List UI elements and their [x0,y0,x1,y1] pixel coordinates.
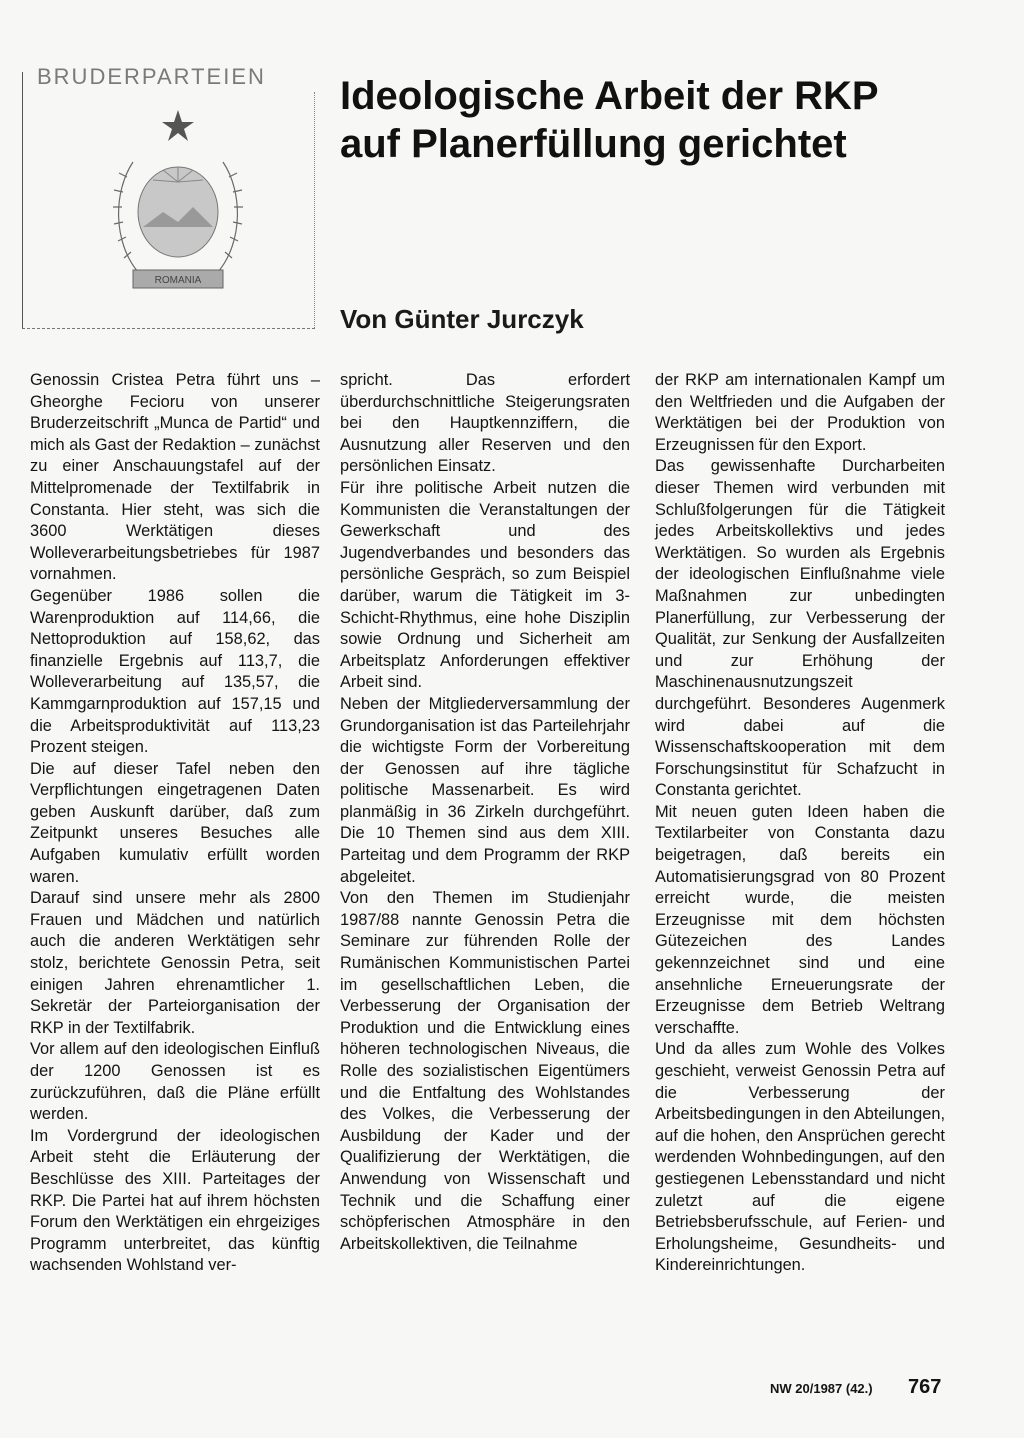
paragraph: Mit neuen guten Ideen haben die Textilarbeiter von Constanta dazu beigetragen, daß bereits ein Automatisierungsgrad von 80 Prozent erreicht wurde, die meisten Erzeugnisse mit dem höchsten Gütezeichen des Landes gekennzeichnet sind und eine ansehnliche Erneuerungsrate der Erzeugnisse dem Betrieb Weltrang verschaffte. [655,802,945,1037]
article-title-line-2: auf Planerfüllung gerichtet [340,122,847,166]
paragraph: Gegenüber 1986 sollen die Warenproduktion auf 114,66, die Nettoproduktion auf 158,62, das finanzielle Ergebnis auf 113,7, die Wolleverarbeitung auf 135,57, die Kammgarnproduktion auf 157,15 und die Arbeitsproduktivität auf 113,23 Prozent steigen. [30,586,320,757]
article-title [340,72,980,168]
paragraph: Vor allem auf den ideologischen Einfluß der 1200 Genossen ist es zurückzuführen, daß die Pläne erfüllt werden. [30,1040,320,1124]
paragraph: Genossin Cristea Petra führt uns – Gheorghe Fecioru von unserer Bruderzeitschrift „Munca de Partid“ und mich als Gast der Redaktion – zunächst zu einer Anschauungstafel auf der Mittelpromenade der Textilfabrik in Constanta. Hier steht, was sich die 3600 Werktätigen dieses Wolleverarbeitungsbetriebes für 1987 vornahmen. [30,371,320,584]
issue-reference: NW 20/1987 (42.) [770,1381,873,1396]
text-column-2 [340,370,630,1255]
paragraph: Das gewissenhafte Durcharbeiten dieser Themen wird verbunden mit Schlußfolgerungen für die Tätigkeit jedes Arbeitskollektivs und jedes Werktätigen. So wurden als Ergebnis der ideologischen Einflußnahme viele Maßnahmen zur unbedingten Planerfüllung, zur Verbesserung der Qualität, zur Senkung der Ausfallzeiten und zur Erhöhung der Maschinenausnutzungszeit durchgeführt. Besonderes Augenmerk wird dabei auf die Wissenschaftskooperation mit dem Forschungsinstitut für Schafzucht in Constanta gerichtet. [655,457,945,800]
paragraph: Neben der Mitgliederversammlung der Grundorganisation ist das Parteilehrjahr die wichtigste Form der Vorbereitung der Genossen auf ihre tägliche politische Massenarbeit. Es wird planmäßig in 36 Zirkeln durchgeführt. Die 10 Themen sind aus dem XIII. Parteitag und dem Programm der RKP abgeleitet. [340,694,630,886]
emblem-box [22,64,315,329]
paragraph: Die auf dieser Tafel neben den Verpflichtungen eingetragenen Daten geben Auskunft darüber, daß zum Zeitpunkt unseres Besuches alle Aufgaben kumulativ erfüllt worden waren. [30,759,320,886]
romania-coat-of-arms-emblem [93,102,263,312]
page-number: 767 [908,1376,942,1398]
paragraph: Im Vordergrund der ideologischen Arbeit steht die Erläuterung der Beschlüsse des XIII. Parteitages der RKP. Die Partei hat auf ihrem höchsten Forum den Werktätigen ein ehrgeiziges Programm unterbreitet, das künftig wachsenden Wohlstand ver- [30,1126,320,1275]
text-column-1 [30,370,320,1277]
emblem-banner-text: ROMANIA [154,275,202,286]
paragraph: Für ihre politische Arbeit nutzen die Kommunisten die Veranstaltungen der Gewerkschaft und des Jugendverbandes und besonders das persönliche Gespräch, so zum Beispiel darüber, warum die Tätigkeit im 3-Schicht-Rhythmus, eine hohe Disziplin sowie Ordnung und Sicherheit am Arbeitsplatz Anforderungen effektiver Arbeit sind. [340,478,630,692]
article-title-line-1: Ideologische Arbeit der RKP [340,74,879,118]
paragraph: Und da alles zum Wohle des Volkes geschieht, verweist Genossin Petra auf die Verbesserung der Arbeitsbedingungen in den Abteilungen, auf die hohen, den Ansprüchen gerecht werdenden Wohnbedingungen, auf den gestiegenen Lebensstandard und nicht zuletzt auf die eigene Betriebsberufsschule, auf Ferien- und Erholungsheime, Gesundheits- und Kindereinrichtungen. [655,1040,945,1275]
paragraph: der RKP am internationalen Kampf um den Weltfrieden und die Aufgaben der Werktätigen bei der Produktion von Erzeugnissen für den Export. [655,371,945,454]
paragraph: Von den Themen im Studienjahr 1987/88 nannte Genossin Petra die Seminare zur führenden Rolle der Rumänischen Kommunistischen Partei im gesellschaftlichen Leben, die Verbesserung der Organisation der Produktion und die Entwicklung eines höheren technologischen Niveaus, die Rolle des sozialistischen Eigentümers und die Entfaltung des Wohlstandes des Volkes, die Verbesserung der Ausbildung der Kader und der Qualifizierung der Werktätigen, die Anwendung von Wissenschaft und Technik und die Schaffung einer schöpferischen Atmosphäre in den Arbeitskollektiven, die Teilnahme [340,889,630,1253]
section-label: BRUDERPARTEIEN [33,64,270,90]
paragraph: spricht. Das erfordert überdurchschnittliche Steigerungsraten bei den Hauptkennziffern, die Ausnutzung aller Reserven und den persönlichen Einsatz. [340,371,630,476]
byline: Von Günter Jurczyk [340,304,584,334]
paragraph: Darauf sind unsere mehr als 2800 Frauen und Mädchen und natürlich auch die anderen Werktätigen sehr stolz, berichtete Genossin Petra, seit einigen Jahren ehrenamtlicher 1. Sekretär der Parteiorganisation der RKP in der Textilfabrik. [30,889,320,1037]
text-column-3 [655,370,945,1277]
